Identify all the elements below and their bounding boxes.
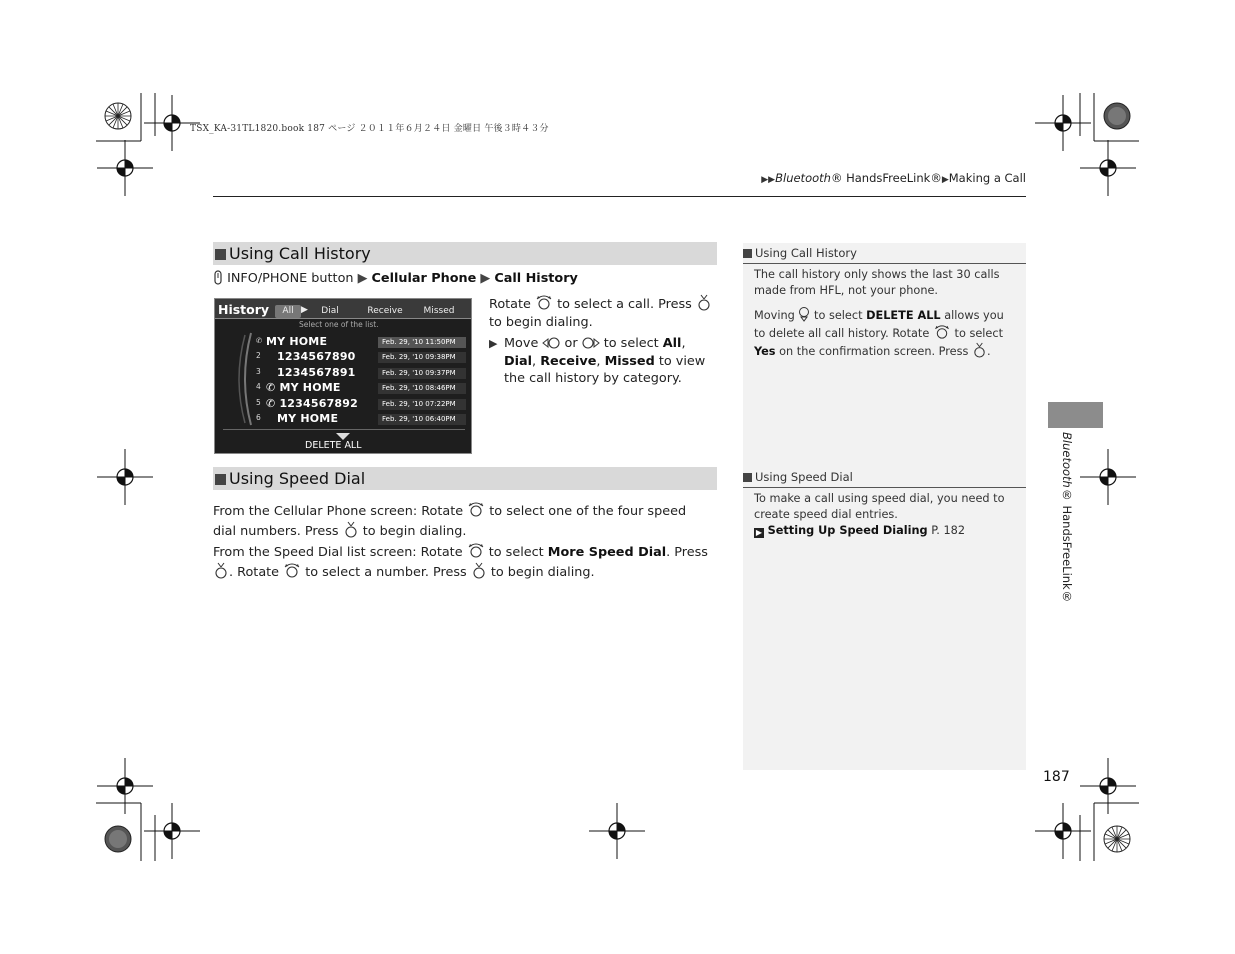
navigation-path	[213, 270, 578, 288]
comma: ,	[596, 353, 601, 369]
period: .	[986, 345, 991, 358]
book-print-stamp: TSX_KA-31TL1820.book 187 ページ ２０１１年６月２４日 金曜日 午後３時４３分	[190, 124, 549, 134]
navi-tab-arrow-icon: ▶	[301, 305, 308, 315]
nav-step-cellular-phone: Cellular Phone	[371, 271, 477, 286]
navi-tab-all: All	[275, 305, 301, 318]
row-number: 3	[256, 367, 261, 376]
text-or: or	[564, 336, 578, 351]
text-rotate: Rotate	[237, 564, 280, 580]
period: .	[229, 564, 234, 580]
call-history-instructions	[489, 294, 717, 388]
interface-dial-right-icon	[582, 336, 600, 350]
interface-dial-rotate-icon	[535, 294, 553, 311]
row-name-text: 1234567892	[279, 397, 358, 410]
row-name-text: MY HOME	[279, 381, 341, 394]
text-select-four-speed-dial: to select one of the four speed dial numbers. Press	[213, 504, 687, 539]
text-begin-dialing: to begin dialing.	[489, 314, 593, 330]
text-to-select: to select	[814, 309, 863, 322]
text-view-by-category: to view the call history by category.	[504, 353, 706, 386]
navi-history-row	[252, 397, 468, 411]
chapter-side-label	[1060, 432, 1074, 604]
side-note-title: Using Call History	[755, 246, 857, 260]
row-date: Feb. 29, '10 06:40PM	[378, 414, 466, 425]
text-begin-dialing: to begin dialing.	[362, 523, 467, 539]
side-note-title: Using Speed Dial	[755, 470, 853, 484]
text-confirmation: on the confirmation screen. Press	[779, 345, 969, 358]
note-marker-icon	[743, 473, 752, 482]
speed-dial-paragraph-1	[213, 501, 713, 540]
breadcrumb-separator: ▶	[941, 175, 949, 185]
row-date: Feb. 29, '10 07:22PM	[378, 399, 466, 410]
text-from-speed-dial-list: From the Speed Dial list screen: Rotate	[213, 545, 463, 560]
nav-prefix: INFO/PHONE button	[227, 271, 354, 286]
navi-title: History	[218, 302, 270, 317]
chapter-tab-marker	[1048, 402, 1103, 428]
row-number: 2	[256, 351, 261, 360]
row-name: MY HOME	[277, 412, 339, 425]
text-begin-dialing: to begin dialing.	[490, 564, 595, 580]
option-missed: Missed	[604, 353, 655, 369]
text-select-number: to select a number. Press	[305, 564, 467, 580]
row-name: MY HOME	[266, 335, 328, 348]
interface-dial-rotate-icon	[933, 324, 951, 340]
link-label: Setting Up Speed Dialing	[767, 524, 928, 537]
info-phone-button-icon	[213, 270, 223, 285]
row-name: 1234567891	[277, 366, 356, 379]
nav-arrow-2: ▶	[480, 271, 491, 286]
nav-arrow-1: ▶	[357, 271, 368, 286]
breadcrumb	[761, 171, 1026, 185]
option-receive: Receive	[540, 353, 597, 369]
text-from-cellular-phone: From the Cellular Phone screen: Rotate	[213, 504, 464, 519]
instruction-rotate	[489, 294, 717, 331]
side-note-speed-dial	[743, 467, 1026, 539]
interface-dial-press-icon	[972, 342, 987, 358]
text-rotate: Rotate	[489, 297, 531, 312]
section-heading-speed-dial	[213, 467, 717, 490]
link-page: P. 182	[931, 524, 966, 537]
navi-tab-missed: Missed	[423, 306, 455, 316]
cross-reference-arrow-icon: ▶	[755, 528, 763, 537]
nav-step-call-history: Call History	[494, 271, 578, 286]
heading-square-icon	[215, 249, 226, 260]
navi-hint: Select one of the list.	[299, 320, 379, 329]
row-name: ✆ MY HOME	[266, 381, 341, 394]
navi-history-row	[252, 412, 468, 426]
side-note-heading	[743, 467, 1026, 487]
row-date: Feb. 29, '10 09:38PM	[378, 352, 466, 363]
side-note-text-1: To make a call using speed dial, you need to create speed dial entries.	[754, 492, 1005, 521]
navi-delete-all: DELETE ALL	[305, 440, 362, 451]
text-to-select: to select	[603, 336, 659, 351]
note-marker-icon	[743, 249, 752, 258]
side-note-text-1: The call history only shows the last 30 calls made from HFL, not your phone.	[754, 268, 1000, 297]
interface-dial-rotate-icon	[283, 562, 301, 579]
side-label-bluetooth: Bluetooth	[1060, 432, 1074, 488]
interface-dial-up-icon	[798, 307, 810, 322]
side-note-call-history	[743, 243, 1026, 360]
header-rule	[213, 196, 1026, 197]
text-to-select: to select	[488, 545, 544, 560]
page-number: 187	[1043, 769, 1070, 785]
section-title: Using Speed Dial	[229, 469, 366, 488]
row-number: ✆	[256, 336, 263, 345]
interface-dial-press-icon	[471, 562, 487, 579]
row-number: 5	[256, 398, 261, 407]
section-heading-call-history	[213, 242, 717, 265]
text-allows-delete: allows you to delete all call history. Rotate	[754, 309, 1004, 340]
text-press: . Press	[666, 545, 708, 560]
text-to-select: to select	[954, 327, 1004, 340]
row-number: 4	[256, 382, 261, 391]
navi-history-row	[252, 366, 468, 380]
navi-tab-receive: Receive	[367, 306, 403, 316]
option-all: All	[662, 336, 682, 351]
breadcrumb-arrows: ▶▶	[761, 175, 776, 185]
option-yes: Yes	[754, 345, 776, 358]
interface-dial-press-icon	[696, 294, 712, 311]
row-date: Feb. 29, '10 08:46PM	[378, 383, 466, 394]
interface-dial-rotate-icon	[467, 542, 485, 559]
interface-dial-press-icon	[343, 521, 359, 538]
bullet-arrow: ▶	[489, 337, 498, 350]
navi-tab-dial: Dial	[321, 306, 339, 316]
heading-square-icon	[215, 474, 226, 485]
comma: ,	[681, 336, 686, 351]
comma: ,	[532, 353, 537, 369]
text-to-select-call: to select a call. Press	[557, 297, 692, 312]
breadcrumb-bluetooth: Bluetooth	[775, 171, 831, 185]
text-moving: Moving	[754, 309, 795, 322]
row-name: 1234567890	[277, 350, 356, 363]
option-more-speed-dial: More Speed Dial	[547, 545, 667, 560]
option-delete-all: DELETE ALL	[866, 309, 941, 322]
navi-history-row	[252, 335, 468, 349]
breadcrumb-making-a-call: Making a Call	[948, 171, 1026, 185]
instruction-bullet	[489, 335, 717, 388]
interface-dial-press-icon	[213, 562, 229, 579]
cross-reference-link[interactable]	[743, 523, 1026, 539]
side-note-text-2	[743, 299, 1026, 360]
navi-history-row	[252, 350, 468, 364]
interface-dial-left-icon	[542, 336, 560, 350]
speed-dial-paragraph-2	[213, 542, 713, 581]
row-date: Feb. 29, '10 11:50PM	[378, 337, 466, 348]
breadcrumb-handsfreelink: ® HandsFreeLink®	[830, 171, 942, 185]
section-title: Using Call History	[229, 244, 371, 263]
row-name: ✆ 1234567892	[266, 397, 358, 410]
side-note-heading	[743, 243, 1026, 263]
call-history-screen-image	[214, 298, 472, 454]
option-dial: Dial	[504, 353, 533, 369]
side-label-handsfreelink: ® HandsFreeLink®	[1060, 487, 1074, 604]
text-move: Move	[504, 336, 539, 351]
row-number: 6	[256, 413, 261, 422]
navi-history-row	[252, 381, 468, 395]
interface-dial-rotate-icon	[467, 501, 485, 518]
row-date: Feb. 29, '10 09:37PM	[378, 368, 466, 379]
